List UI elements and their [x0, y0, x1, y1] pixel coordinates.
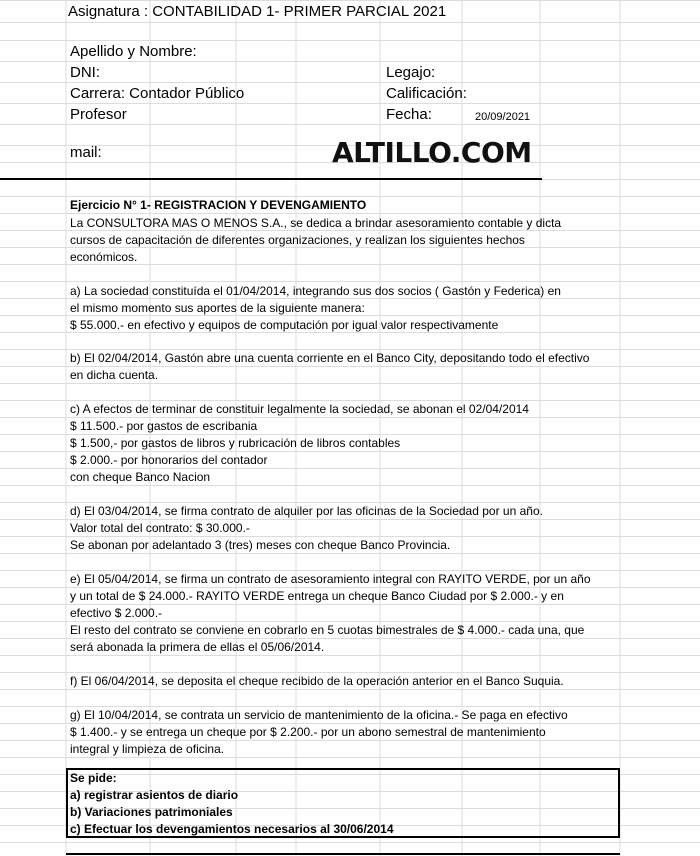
exercise-line: g) El 10/04/2014, se contrata un servicio de mantenimiento de la oficina.- Se paga en efectivo	[70, 708, 568, 722]
calificacion-label: Calificación:	[386, 85, 467, 102]
exercise-title: Ejercicio N° 1- REGISTRACION Y DEVENGAMIENTO	[70, 198, 367, 212]
exercise-line: cursos de capacitación de diferentes organizaciones, y realizan los siguientes hechos	[70, 233, 525, 247]
header-divider	[0, 178, 542, 180]
exercise-line: b) El 02/04/2014, Gastón abre una cuenta corriente en el Banco City, depositando todo el efectivo	[70, 351, 590, 365]
watermark-logo: ALTILLO.COM	[332, 136, 532, 169]
carrera-label: Carrera: Contador Público	[70, 85, 245, 102]
exercise-line: f) El 06/04/2014, se deposita el cheque recibido de la operación anterior en el Banco Suquia.	[70, 674, 564, 688]
exercise-line: $ 1.500,- por gastos de libros y rubricación de libros contables	[70, 436, 401, 450]
legajo-label: Legajo:	[386, 64, 436, 81]
fecha-label: Fecha:	[386, 106, 432, 123]
exercise-line: d) El 03/04/2014, se firma contrato de alquiler por las oficinas de la Sociedad por un año.	[70, 504, 543, 518]
exercise-line: en dicha cuenta.	[70, 368, 159, 382]
exercise-line: Valor total del contrato: $ 30.000.-	[70, 521, 250, 535]
exercise-line: será abonada la primera de ellas el 05/06/2014.	[70, 640, 325, 654]
asignatura-title: Asignatura : CONTABILIDAD 1- PRIMER PARCIAL 2021	[68, 3, 447, 20]
exercise-line: El resto del contrato se conviene en cobrarlo en 5 cuotas bimestrales de $ 4.000.- cada una, que	[70, 623, 585, 637]
exercise-line: y un total de $ 24.000.- RAYITO VERDE entrega un cheque Banco Ciudad por $ 2.000.- y en	[70, 589, 564, 603]
fecha-value: 20/09/2021	[475, 111, 531, 123]
dni-label: DNI:	[70, 64, 100, 81]
footer-divider	[66, 853, 620, 855]
exercise-line: e) El 05/04/2014, se firma un contrato de asesoramiento integral con RAYITO VERDE, por un año	[70, 572, 591, 586]
exercise-line: c) A efectos de terminar de constituir legalmente la sociedad, se abonan el 02/04/2014	[70, 402, 529, 416]
exercise-line: económicos.	[70, 250, 138, 264]
se-pide-item: a) registrar asientos de diario	[70, 788, 239, 802]
exercise-line: a) La sociedad constituída el 01/04/2014, integrando sus dos socios ( Gastón y Federica) en	[70, 284, 561, 298]
apellido-label: Apellido y Nombre:	[70, 43, 197, 60]
mail-label: mail:	[70, 144, 102, 161]
exercise-line: $ 2.000.- por honorarios del contador	[70, 453, 268, 467]
exercise-line: con cheque Banco Nacion	[70, 470, 211, 484]
se-pide-item: b) Variaciones patrimoniales	[70, 805, 233, 819]
exercise-line: efectivo $ 2.000.-	[70, 606, 163, 620]
exercise-line: $ 11.500.- por gastos de escribania	[70, 419, 258, 433]
profesor-label: Profesor	[70, 106, 127, 123]
exercise-line: Se abonan por adelantado 3 (tres) meses con cheque Banco Provincia.	[70, 538, 451, 552]
exercise-line: integral y limpieza de oficina.	[70, 742, 225, 756]
se-pide-item: c) Efectuar los devengamientos necesarios al 30/06/2014	[70, 822, 394, 836]
exercise-line: $ 55.000.- en efectivo y equipos de computación por igual valor respectivamente	[70, 318, 499, 332]
exercise-line: el mismo momento sus aportes de la siguiente manera:	[70, 301, 365, 315]
se-pide-title: Se pide:	[70, 771, 117, 785]
exercise-line: $ 1.400.- y se entrega un cheque por $ 2.200.- por un abono semestral de mantenimiento	[70, 725, 546, 739]
exercise-line: La CONSULTORA MAS O MENOS S.A., se dedica a brindar asesoramiento contable y dicta	[70, 216, 562, 230]
